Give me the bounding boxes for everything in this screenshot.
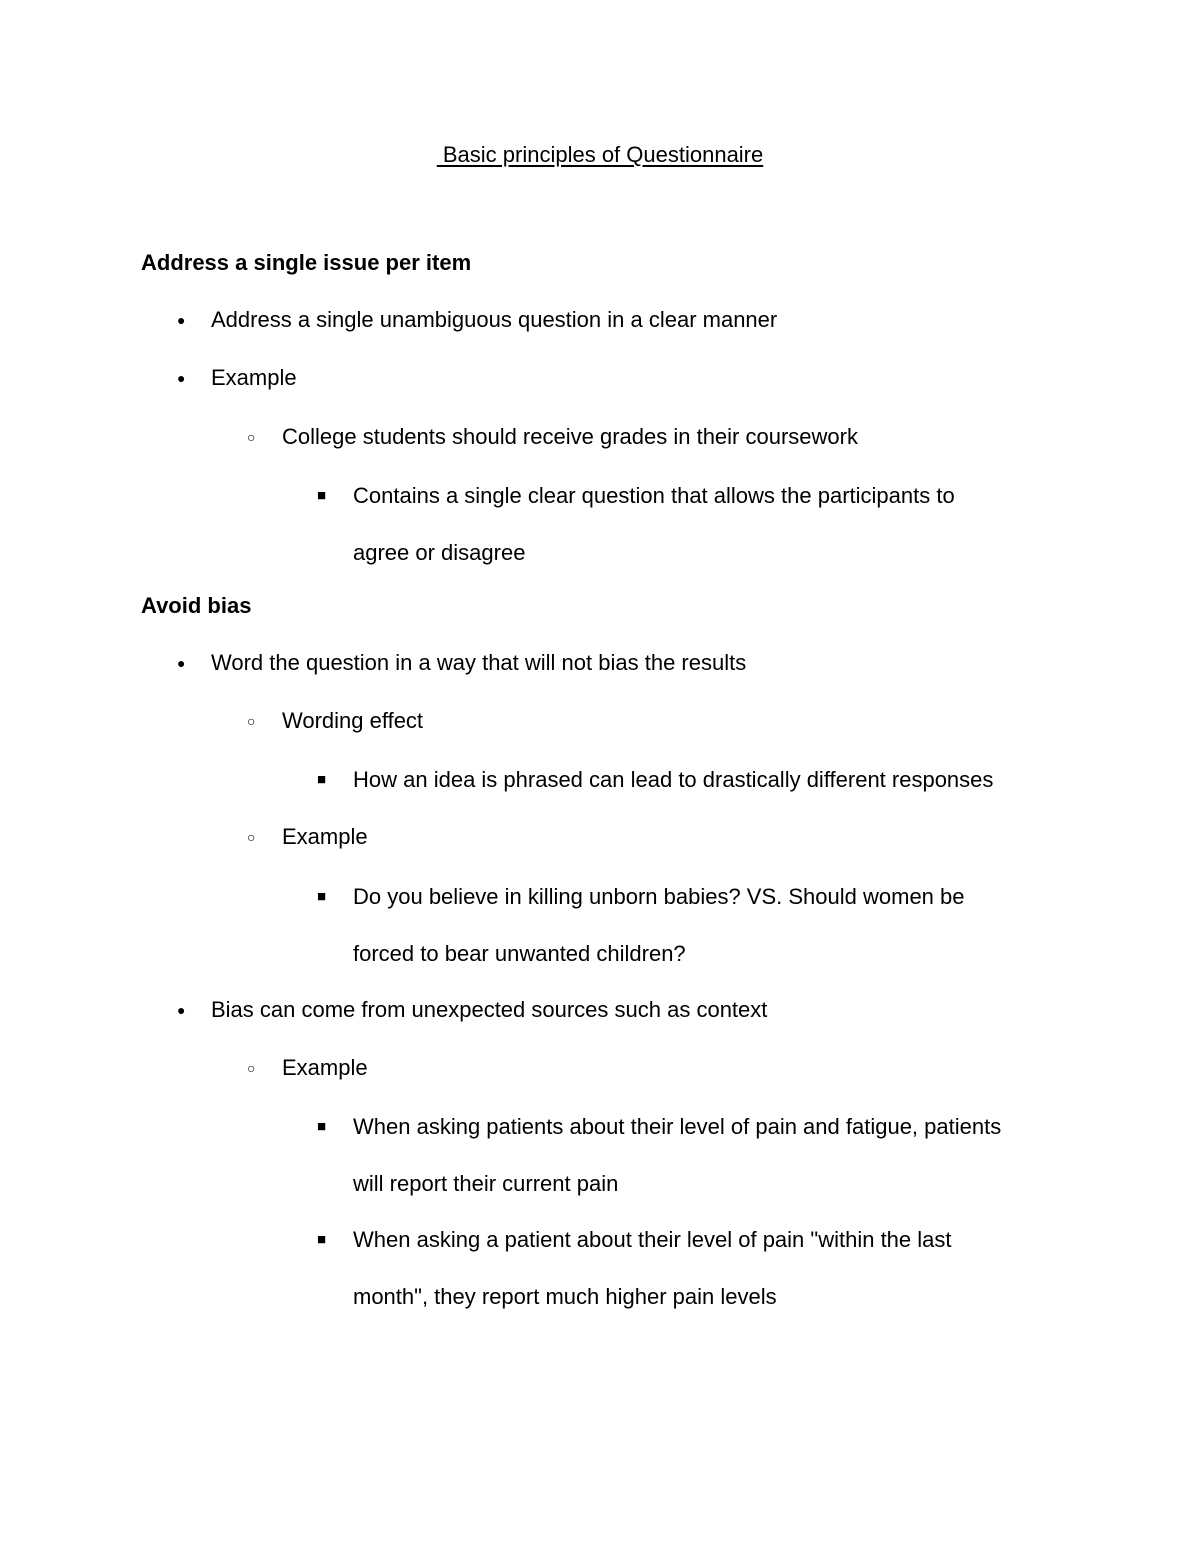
list-item: Wording effect bbox=[282, 708, 424, 733]
list-item: Do you believe in killing unborn babies? VS. Should women be bbox=[353, 884, 965, 909]
bullet-level3: ■ bbox=[317, 487, 327, 504]
list-item: Bias can come from unexpected sources such as context bbox=[211, 997, 768, 1022]
list-item: When asking a patient about their level of pain "within the last bbox=[353, 1227, 952, 1252]
bullet-level1: ● bbox=[177, 370, 186, 386]
bullet-level3: ■ bbox=[317, 1231, 327, 1248]
list-item: How an idea is phrased can lead to drastically different responses bbox=[353, 767, 994, 792]
section-heading-single-issue: Address a single issue per item bbox=[141, 250, 472, 275]
list-item: When asking patients about their level of pain and fatigue, patients bbox=[353, 1114, 1002, 1139]
bullet-level3: ■ bbox=[317, 771, 327, 788]
list-item: Word the question in a way that will not bias the results bbox=[211, 650, 747, 675]
bullet-level1: ● bbox=[177, 655, 186, 671]
list-item: Example bbox=[282, 824, 368, 849]
list-item-continuation: month", they report much higher pain levels bbox=[353, 1284, 777, 1309]
bullet-level3: ■ bbox=[317, 1118, 327, 1135]
bullet-level3: ■ bbox=[317, 888, 327, 905]
bullet-level2: ○ bbox=[247, 1060, 256, 1076]
list-item: Contains a single clear question that allows the participants to bbox=[353, 483, 955, 508]
bullet-level2: ○ bbox=[247, 829, 256, 845]
document-title: Basic principles of Questionnaire bbox=[436, 142, 764, 167]
bullet-level1: ● bbox=[177, 312, 186, 328]
bullet-level1: ● bbox=[177, 1002, 186, 1018]
bullet-level2: ○ bbox=[247, 429, 256, 445]
list-item: Address a single unambiguous question in a clear manner bbox=[211, 307, 778, 332]
list-item-continuation: forced to bear unwanted children? bbox=[353, 941, 686, 966]
section-heading-avoid-bias: Avoid bias bbox=[141, 593, 252, 618]
list-item: Example bbox=[211, 365, 297, 390]
list-item-continuation: agree or disagree bbox=[353, 540, 526, 565]
list-item: Example bbox=[282, 1055, 368, 1080]
list-item-continuation: will report their current pain bbox=[353, 1171, 619, 1196]
bullet-level2: ○ bbox=[247, 713, 256, 729]
list-item: College students should receive grades in their coursework bbox=[282, 424, 858, 449]
